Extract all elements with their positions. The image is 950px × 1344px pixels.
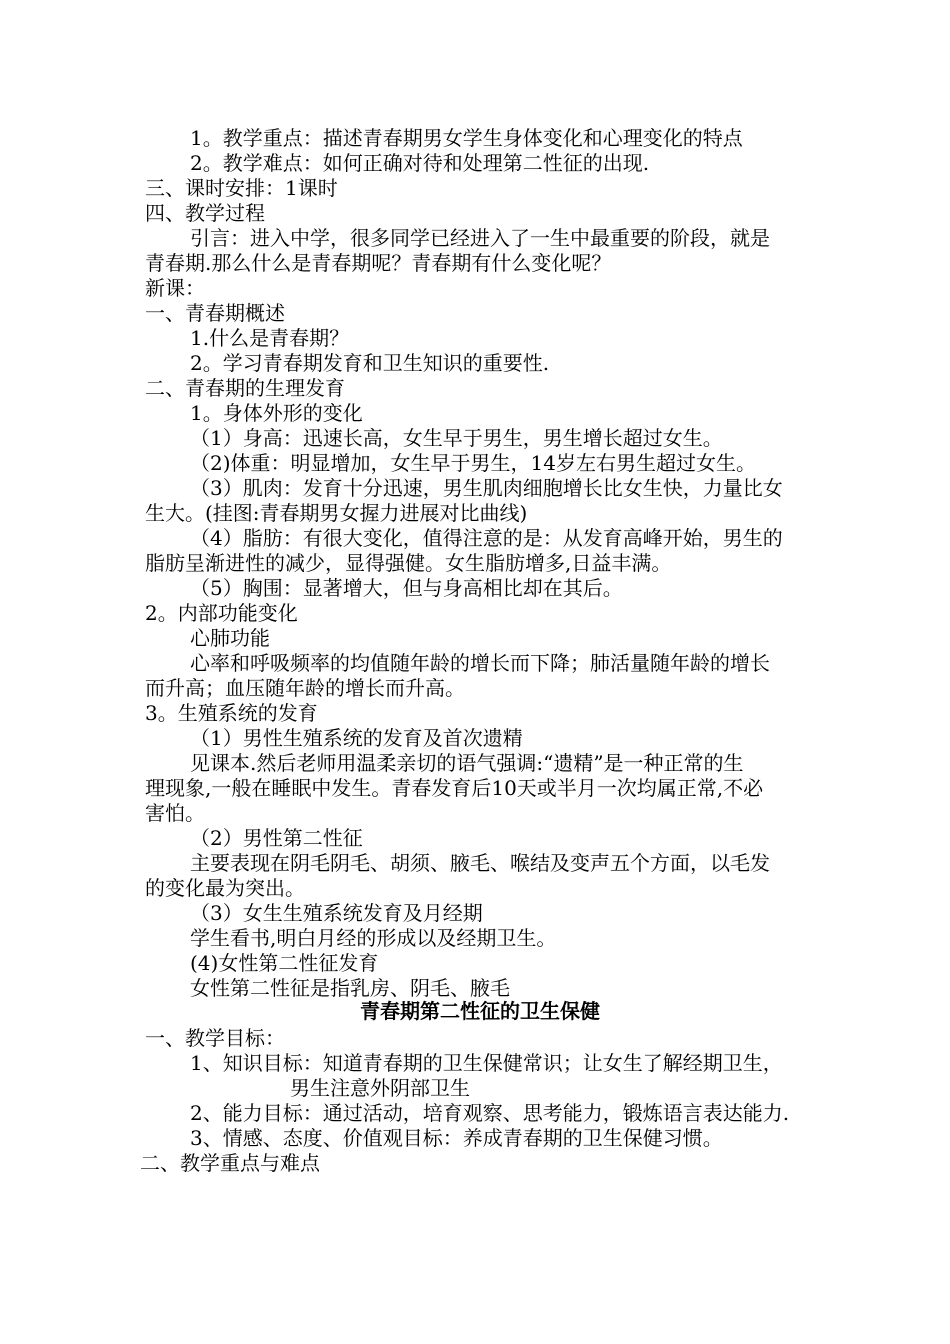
text-line: 而升高；血压随年龄的增长而升高。	[145, 676, 465, 700]
section-heading: 四、教学过程	[145, 201, 265, 225]
text-line: 心肺功能	[190, 626, 270, 650]
text-line: 理现象,一般在睡眠中发生。青春发育后10天或半月一次均属正常,不必	[145, 776, 764, 800]
text-line: 1.什么是青春期？	[190, 326, 350, 350]
section-heading: 一、青春期概述	[145, 301, 285, 325]
text-line: 青春期.那么什么是青春期呢？青春期有什么变化呢？	[145, 251, 612, 275]
text-line: 新课：	[145, 276, 205, 300]
text-line: 害怕。	[145, 801, 205, 825]
section-heading: 二、青春期的生理发育	[145, 376, 345, 400]
text-line: 1。教学重点：描述青春期男女学生身体变化和心理变化的特点	[190, 126, 743, 150]
text-line: （4）脂肪：有很大变化，值得注意的是：从发育高峰开始，男生的	[190, 526, 783, 550]
text-line: 脂肪呈渐进性的减少，显得强健。女生脂肪增多,日益丰满。	[145, 551, 672, 575]
text-line: 学生看书,明白月经的形成以及经期卫生。	[190, 926, 557, 950]
section-heading: 2。内部功能变化	[145, 601, 298, 625]
text-line: （2)体重：明显增加，女生早于男生，14岁左右男生超过女生。	[190, 451, 756, 475]
text-line: 2。教学难点：如何正确对待和处理第二性征的出现.	[190, 151, 650, 175]
text-line: （5）胸围：显著增大，但与身高相比却在其后。	[190, 576, 623, 600]
text-line: 主要表现在阴毛阴毛、胡须、腋毛、喉结及变声五个方面，以毛发	[190, 851, 770, 875]
document-title: 青春期第二性征的卫生保健	[360, 999, 600, 1023]
section-heading: 三、课时安排：1课时	[145, 176, 338, 200]
text-line: （1）男性生殖系统的发育及首次遗精	[190, 726, 523, 750]
text-line: 引言：进入中学，很多同学已经进入了一生中最重要的阶段，就是	[190, 226, 770, 250]
text-line: 2。学习青春期发育和卫生知识的重要性.	[190, 351, 550, 375]
text-line: （1）身高：迅速长高，女生早于男生，男生增长超过女生。	[190, 426, 723, 450]
text-line: 1、知识目标：知道青春期的卫生保健常识；让女生了解经期卫生，	[190, 1051, 783, 1075]
text-line: 生大。(挂图:青春期男女握力进展对比曲线)	[145, 501, 528, 525]
text-line: （3）女生生殖系统发育及月经期	[190, 901, 483, 925]
text-line: 1。身体外形的变化	[190, 401, 363, 425]
section-heading: 二、教学重点与难点	[140, 1151, 320, 1175]
text-line: 心率和呼吸频率的均值随年龄的增长而下降；肺活量随年龄的增长	[190, 651, 770, 675]
text-line: （2）男性第二性征	[190, 826, 363, 850]
text-line: 的变化最为突出。	[145, 876, 305, 900]
text-line: (4)女性第二性征发育	[190, 951, 379, 975]
text-line: （3）肌肉：发育十分迅速，男生肌肉细胞增长比女生快，力量比女	[190, 476, 783, 500]
text-line: 见课本.然后老师用温柔亲切的语气强调:“遗精”是一种正常的生	[190, 751, 744, 775]
text-line: 女性第二性征是指乳房、阴毛、腋毛	[190, 976, 510, 1000]
text-line: 男生注意外阴部卫生	[290, 1076, 470, 1100]
section-heading: 一、教学目标：	[145, 1026, 285, 1050]
section-heading: 3。生殖系统的发育	[145, 701, 318, 725]
text-line: 3、情感、态度、价值观目标：养成青春期的卫生保健习惯。	[190, 1126, 723, 1150]
text-line: 2、能力目标：通过活动，培育观察、思考能力，锻炼语言表达能力.	[190, 1101, 790, 1125]
